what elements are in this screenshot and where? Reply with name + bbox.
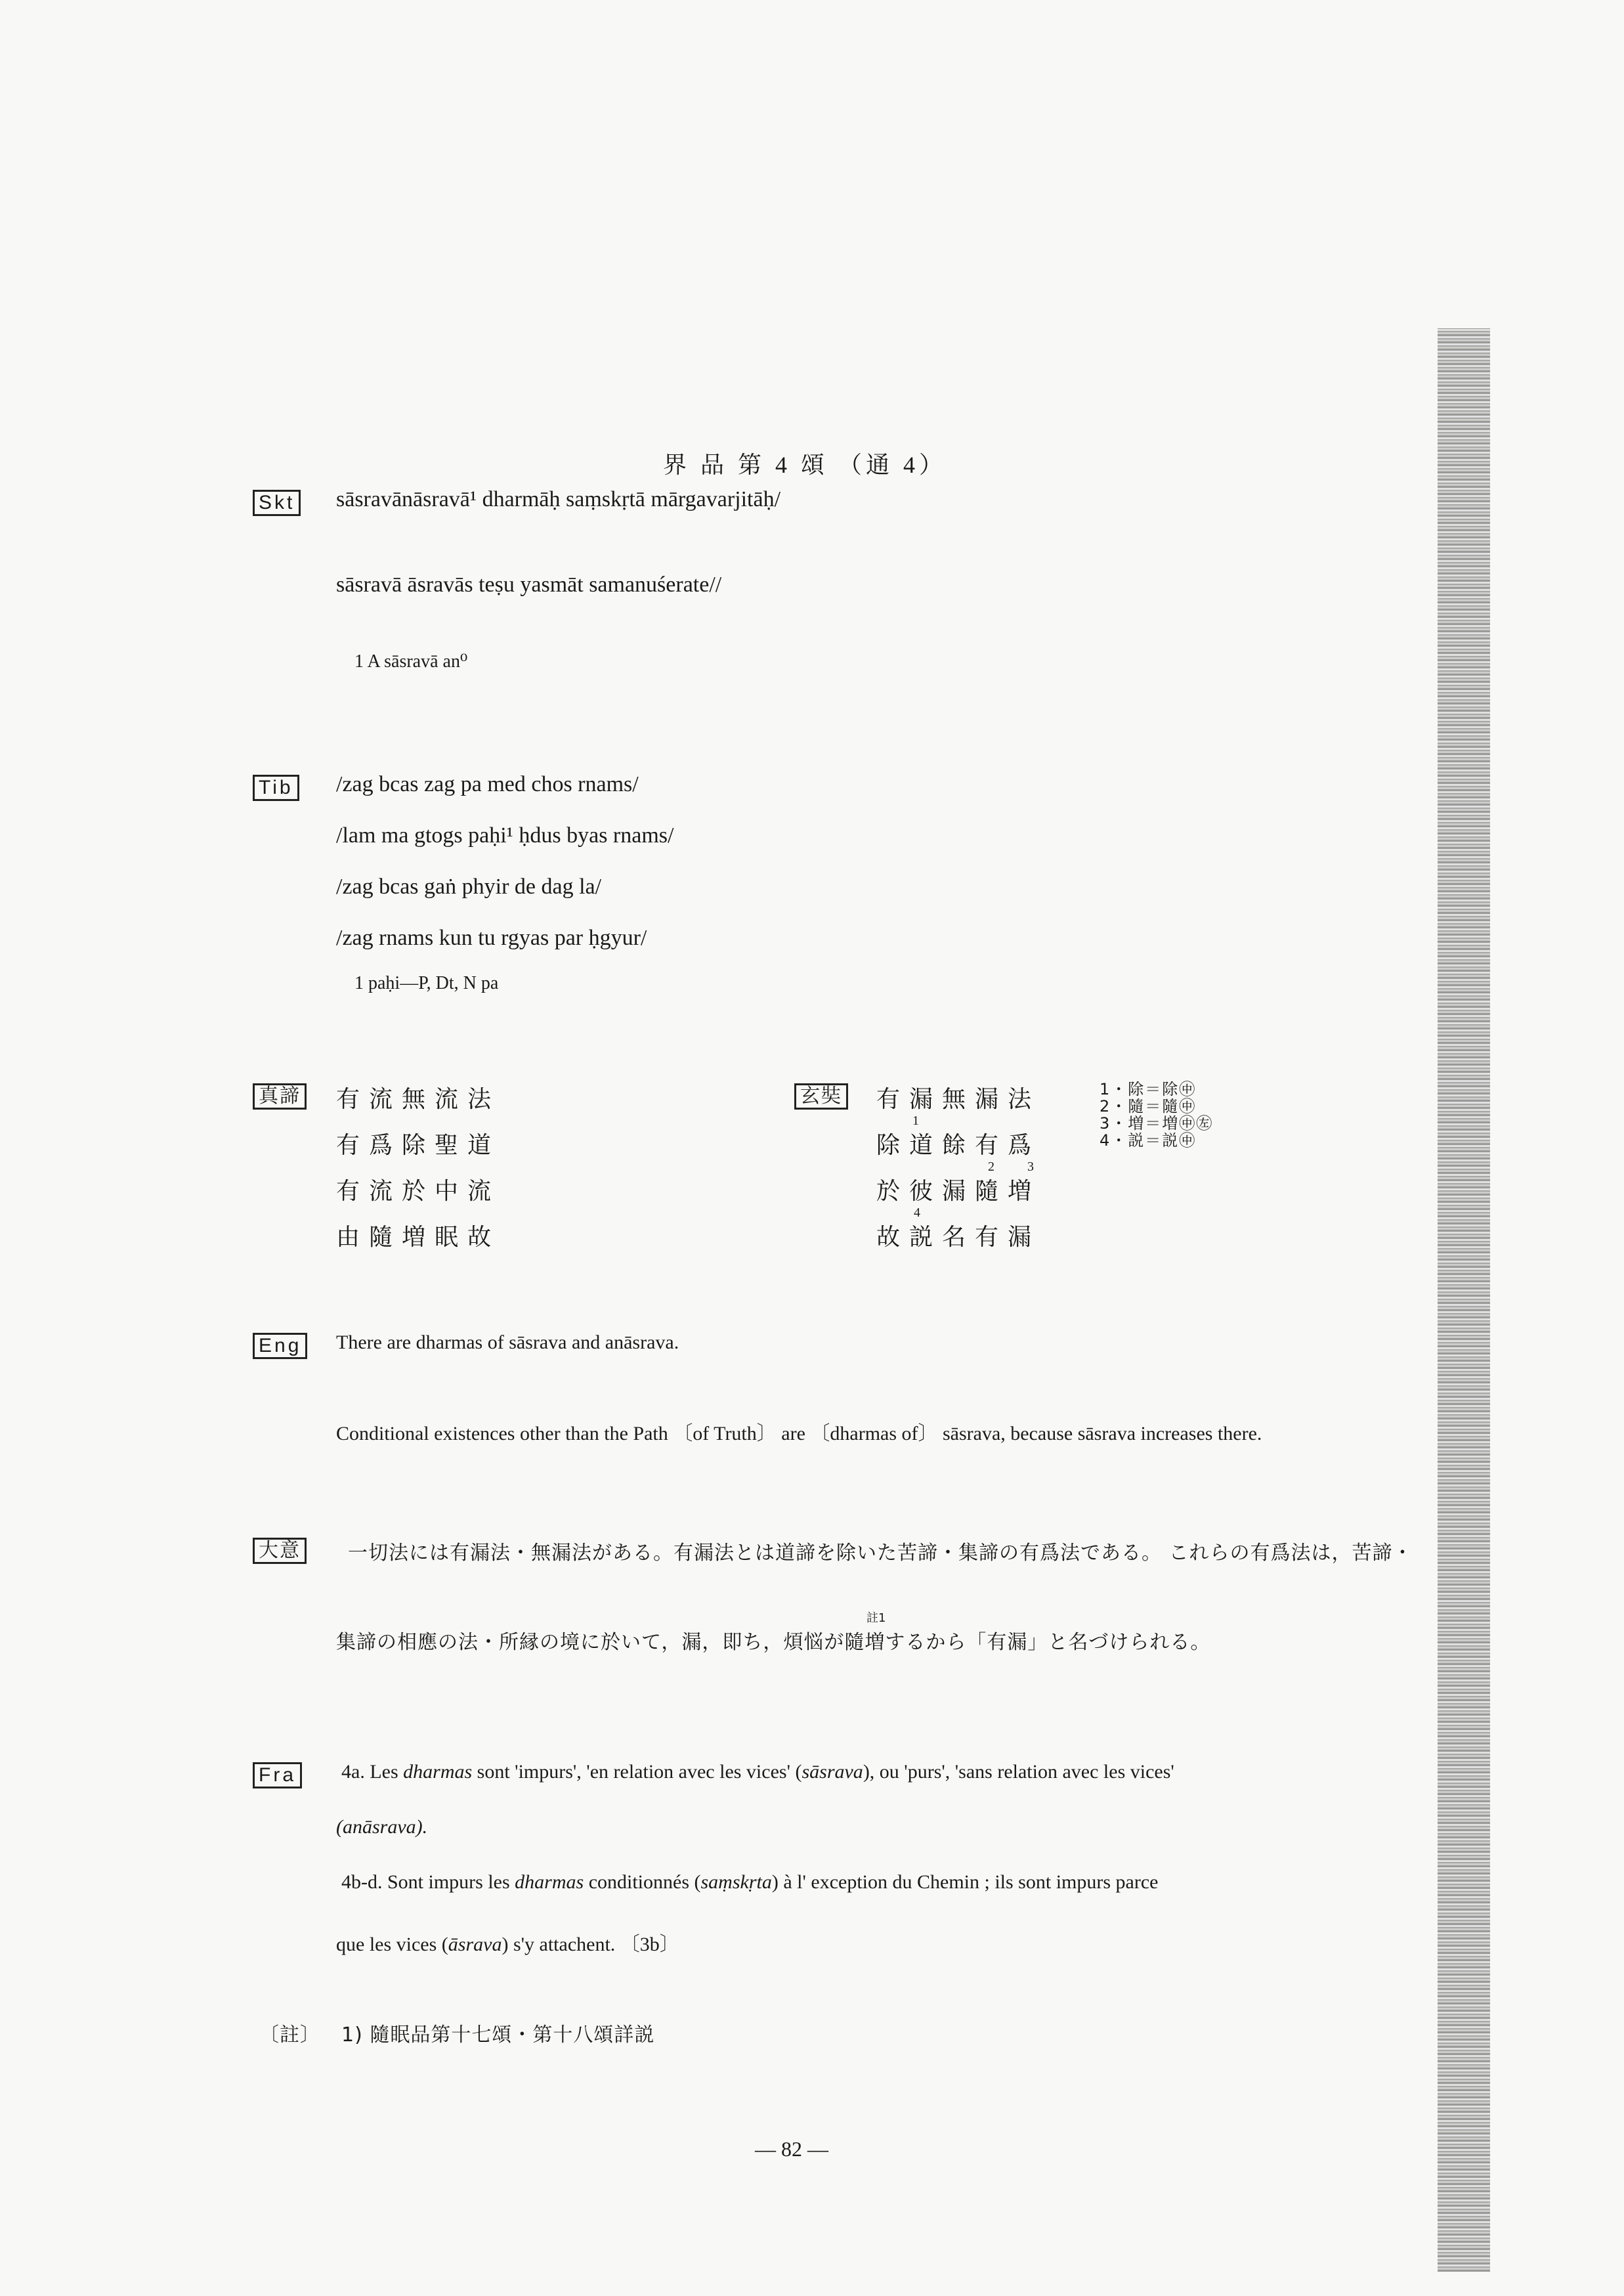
- taii-note-mark: 註1: [866, 1611, 886, 1625]
- tib-footnote: 1 paḥi—P, Dt, N pa: [354, 973, 499, 993]
- fra-line-4: que les vices (āsrava) s'y attachent. 〔3b〕: [336, 1934, 679, 1955]
- label-tib: Tib: [253, 775, 299, 801]
- zhen-line-1: 有流無流法: [336, 1086, 501, 1113]
- taii-line-2: 集諦の相應の法・所縁の境に於いて，漏，即ち，煩悩が隨増するから「有漏」と名づけられる。: [336, 1631, 1211, 1654]
- eng-line-1: There are dharmas of sāsrava and anāsrava.: [336, 1332, 679, 1353]
- label-zhen: 真諦: [253, 1083, 307, 1110]
- tib-line-4: /zag rnams kun tu rgyas par ḥgyur/: [336, 926, 647, 950]
- variant-note-2: 2・隨＝隨㊥: [1100, 1097, 1197, 1116]
- label-eng: Eng: [253, 1333, 307, 1359]
- variant-note-1: 1・除＝除㊥: [1100, 1080, 1197, 1098]
- variant-note-4: 4・説＝説㊥: [1100, 1131, 1197, 1150]
- tib-line-2: /lam ma gtogs paḥi¹ ḥdus byas rnams/: [336, 823, 674, 848]
- eng-line-2: Conditional existences other than the Path 〔of Truth〕 are 〔dharmas of〕 sāsrava, because sāsrava increases there.: [336, 1423, 1262, 1444]
- xuan-line-4: 故説名有漏: [876, 1224, 1041, 1251]
- fra-line-2: (anāsrava).: [336, 1816, 428, 1838]
- chu-note-1: 1) 隨眠品第十七頌・第十八頌詳説: [341, 2024, 655, 2047]
- xuan-mark-2: 2: [988, 1159, 994, 1174]
- skt-line-2: sāsravā āsravās teṣu yasmāt samanuśerate//: [336, 573, 722, 597]
- skt-line-1: sāsravānāsravā¹ dharmāḥ saṃskṛtā mārgavarjitāḥ/: [336, 487, 781, 511]
- xuan-line-2: 除道餘有爲: [876, 1132, 1041, 1159]
- label-chu: 〔註〕: [259, 2024, 320, 2047]
- xuan-mark-4: 4: [914, 1205, 920, 1220]
- fra-line-1: 4a. Les dharmas sont 'impurs', 'en relation avec les vices' (sāsrava), ou 'purs', 'sans relation avec les vices': [341, 1761, 1174, 1783]
- verse-title: 界 品 第 4 頌 （通 4）: [663, 452, 947, 478]
- label-xuan: 玄奘: [794, 1083, 848, 1110]
- xuan-mark-3: 3: [1027, 1159, 1034, 1174]
- label-skt: Skt: [253, 490, 301, 516]
- page-number: — 82 —: [755, 2137, 828, 2161]
- tib-line-1: /zag bcas zag pa med chos rnams/: [336, 772, 639, 796]
- xuan-line-1: 有漏無漏法: [876, 1086, 1041, 1113]
- xuan-mark-1: 1: [912, 1114, 919, 1128]
- fra-line-3: 4b-d. Sont impurs les dharmas conditionnés (saṃskṛta) à l' exception du Chemin ; ils sont impurs parce: [341, 1871, 1159, 1893]
- variant-note-3: 3・増＝増㊥㊧: [1100, 1114, 1214, 1133]
- label-fra: Fra: [253, 1762, 302, 1788]
- taii-line-1: 一切法には有漏法・無漏法がある。有漏法とは道諦を除いた苦諦・集諦の有爲法である。 これらの有爲法は，苦諦・: [348, 1542, 1413, 1565]
- scan-edge-artifact: [1438, 328, 1490, 2272]
- zhen-line-2: 有爲除聖道: [336, 1132, 501, 1159]
- xuan-line-3: 於彼漏隨増: [876, 1178, 1041, 1205]
- zhen-line-4: 由隨増眠故: [336, 1224, 501, 1251]
- skt-footnote: 1 A sāsravā an⁰: [354, 651, 468, 672]
- tib-line-3: /zag bcas gaṅ phyir de dag la/: [336, 875, 602, 899]
- zhen-line-3: 有流於中流: [336, 1178, 501, 1205]
- label-taii: 大意: [253, 1538, 307, 1564]
